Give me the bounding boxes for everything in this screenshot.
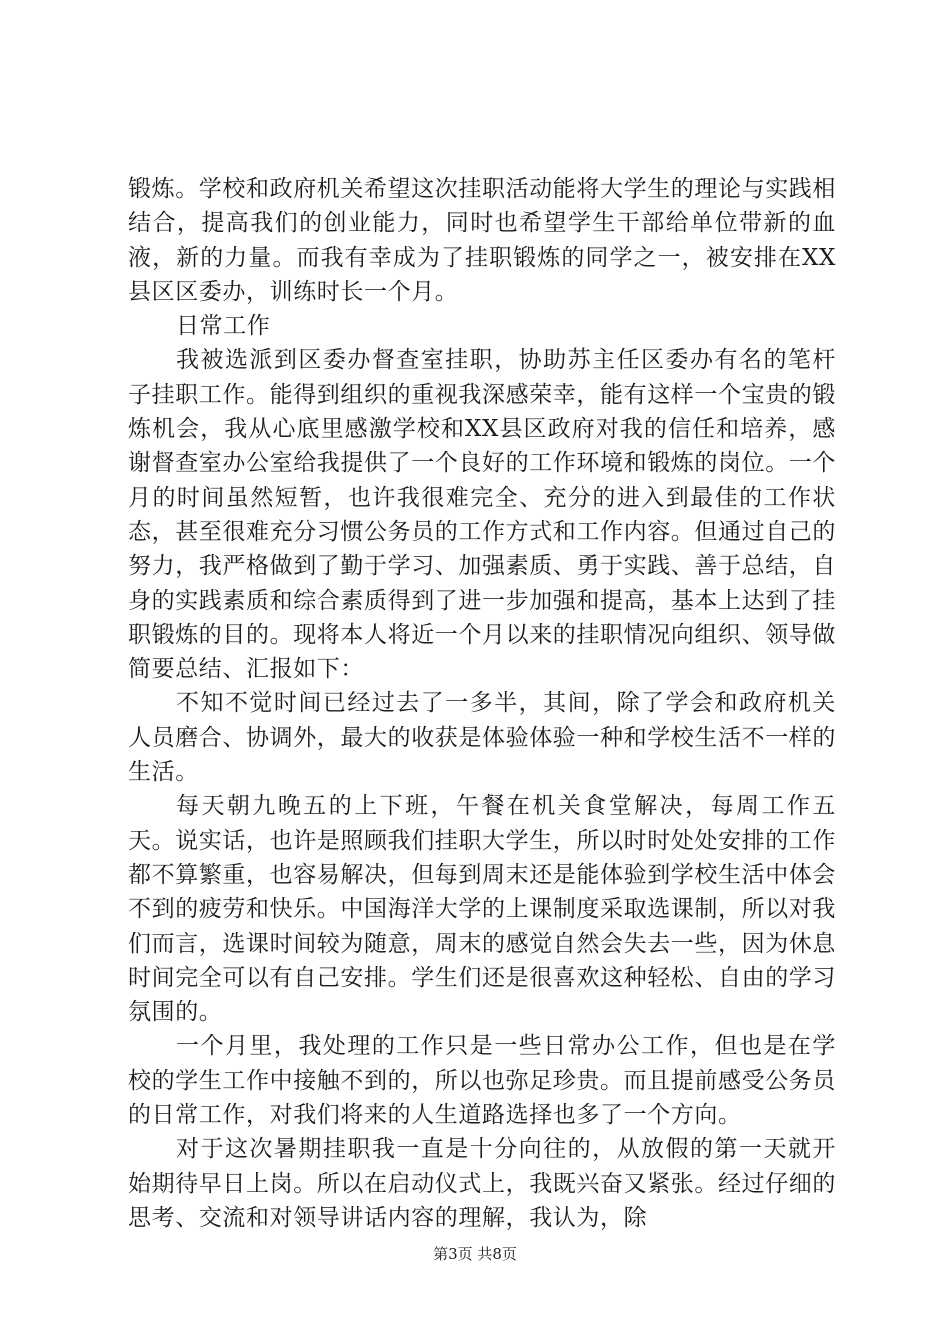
paragraph-continuation: 锻炼。学校和政府机关希望这次挂职活动能将大学生的理论与实践相结合，提高我们的创业能力，同时也希望学生干部给单位带新的血液，新的力量。而我有幸成为了挂职锻炼的同学之一，被安排在XX县区区委办，训练时长一个月。: [128, 176, 836, 305]
paragraph: 我被选派到区委办督查室挂职，协助苏主任区委办有名的笔杆子挂职工作。能得到组织的重视我深感荣幸，能有这样一个宝贵的锻炼机会，我从心底里感激学校和XX县区政府对我的信任和培养，感谢督查室办公室给我提供了一个良好的工作环境和锻炼的岗位。一个月的时间虽然短暂，也许我很难完全、充分的进入到最佳的工作状态，甚至很难充分习惯公务员的工作方式和工作内容。但通过自己的努力，我严格做到了勤于学习、加强素质、勇于实践、善于总结，自身的实践素质和综合素质得到了进一步加强和提高，基本上达到了挂职锻炼的目的。现将本人将近一个月以来的挂职情况向组织、领导做简要总结、汇报如下：: [128, 347, 836, 683]
paragraph: 一个月里，我处理的工作只是一些日常办公工作，但也是在学校的学生工作中接触不到的，所以也弥足珍贵。而且提前感受公务员的日常工作，对我们将来的人生道路选择也多了一个方向。: [128, 1033, 836, 1129]
page-number-footer: 第3页 共8页: [433, 1245, 517, 1263]
paragraph: 对于这次暑期挂职我一直是十分向往的，从放假的第一天就开始期待早日上岗。所以在启动仪式上，我既兴奋又紧张。经过仔细的思考、交流和对领导讲话内容的理解，我认为，除: [128, 1136, 836, 1231]
paragraph: 每天朝九晚五的上下班，午餐在机关食堂解决，每周工作五天。说实话，也许是照顾我们挂职大学生，所以时时处处安排的工作都不算繁重，也容易解决，但每到周末还是能体验到学校生活中体会不到的疲劳和快乐。中国海洋大学的上课制度采取选课制，所以对我们而言，选课时间较为随意，周末的感觉自然会失去一些，因为休息时间完全可以有自己安排。学生们还是很喜欢这种轻松、自由的学习氛围的。: [128, 793, 836, 1026]
paragraph: 不知不觉时间已经过去了一多半，其间，除了学会和政府机关人员磨合、协调外，最大的收获是体验体验一种和学校生活不一样的生活。: [128, 690, 836, 786]
document-body: [128, 172, 836, 1235]
section-heading-daily-work: 日常工作: [176, 313, 271, 340]
